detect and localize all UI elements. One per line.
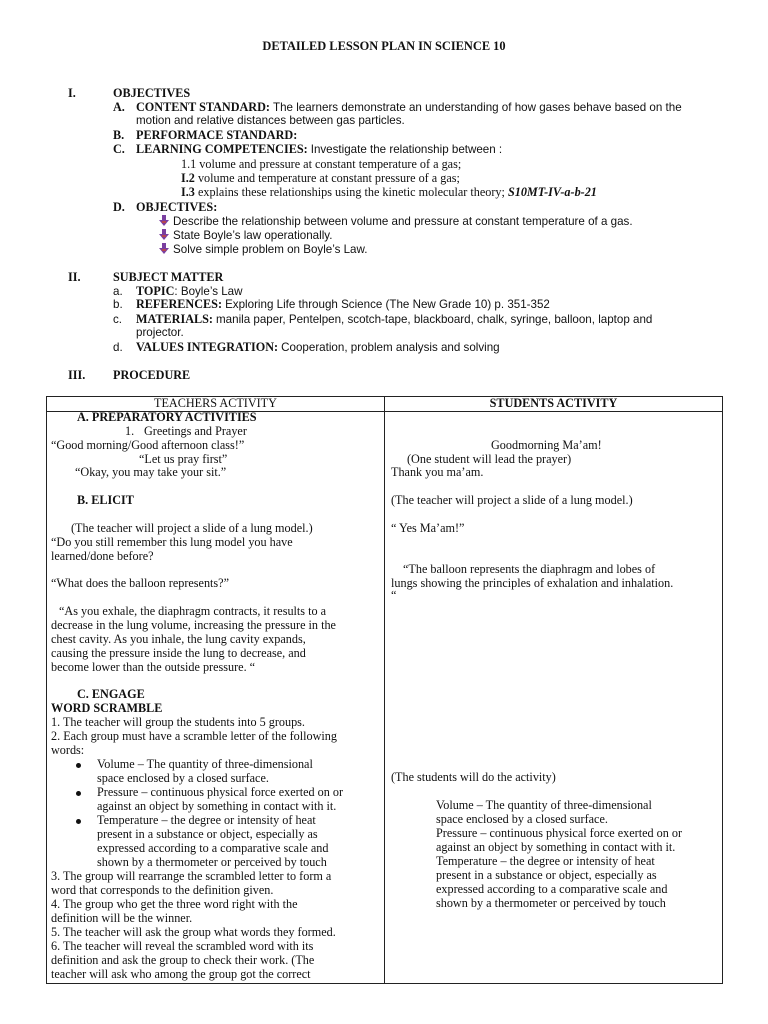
competency-item-3-num: I.3 — [181, 185, 195, 199]
students-volume-def: Volume – The quantity of three-dimensional — [436, 798, 652, 812]
students-balloon-answer: “The balloon represents the diaphragm and lobes of — [403, 562, 656, 576]
students-volume-def-cont: space enclosed by a closed surface. — [436, 812, 608, 826]
students-lung-slide: (The teacher will project a slide of a lung model.) — [391, 493, 633, 507]
greetings-and-prayer: Greetings and Prayer — [144, 424, 247, 438]
teacher-temperature-def-3: expressed according to a comparative scale and — [97, 841, 329, 855]
materials-letter: c. — [113, 313, 123, 326]
word-scramble-heading: WORD SCRAMBLE — [51, 701, 163, 715]
objectives-d-letter: D. — [113, 200, 125, 214]
column-divider — [384, 397, 385, 983]
teacher-remember: “Do you still remember this lung model you have — [51, 535, 293, 549]
teacher-remember-cont: learned/done before? — [51, 549, 154, 563]
teacher-balloon-question: “What does the balloon represents?” — [51, 576, 229, 590]
learning-competencies-letter: C. — [113, 142, 125, 156]
learning-competencies-label: LEARNING COMPETENCIES: — [136, 142, 308, 156]
students-yes: “ Yes Ma’am!” — [391, 521, 465, 535]
section-numeral-objectives: I. — [68, 86, 76, 100]
section-heading-objectives: OBJECTIVES — [113, 86, 191, 100]
step-5: 5. The teacher will ask the group what words they formed. — [51, 925, 336, 939]
objective-item-2 — [158, 229, 332, 243]
materials — [136, 313, 652, 327]
step-2-cont: words: — [51, 743, 85, 757]
teacher-exhale-4: causing the pressure inside the lung to decrease, and — [51, 646, 306, 660]
content-standard-text: The learners demonstrate an understanding of how gases behave based on the — [273, 101, 682, 114]
teacher-pray: “Let us pray first” — [139, 452, 228, 466]
bullet-icon — [76, 791, 81, 796]
materials-text: manila paper, Pentelpen, scotch-tape, blackboard, chalk, syringe, balloon, laptop and — [216, 313, 653, 326]
learning-competencies-text: Investigate the relationship between : — [310, 143, 503, 156]
teacher-volume-def-cont: space enclosed by a closed surface. — [97, 771, 269, 785]
students-temperature-def-2: present in a substance or object, especially as — [436, 868, 657, 882]
references — [136, 298, 550, 312]
teacher-good-morning: “Good morning/Good afternoon class!” — [51, 438, 245, 452]
competency-item-3 — [181, 186, 597, 200]
competency-item-2-num: I.2 — [181, 171, 195, 185]
teacher-temperature-def-4: shown by a thermometer or perceived by touch — [97, 855, 327, 869]
topic-letter: a. — [113, 285, 123, 298]
section-heading-procedure: PROCEDURE — [113, 368, 191, 382]
elicit-heading: B. ELICIT — [77, 493, 134, 507]
competency-item-3-text: explains these relationships using the kinetic molecular theory; — [197, 185, 505, 199]
students-balloon-answer-end: “ — [391, 588, 397, 602]
greetings-num: 1. — [125, 424, 135, 438]
bullet-icon — [76, 763, 81, 768]
step-4: 4. The group who get the three word right with the — [51, 897, 298, 911]
competency-code: S10MT-IV-a-b-21 — [507, 185, 597, 199]
column-header-students: STUDENTS ACTIVITY — [489, 396, 618, 410]
objective-item-2-text: State Boyle’s law operationally. — [173, 229, 333, 242]
section-heading-subject-matter: SUBJECT MATTER — [113, 270, 224, 284]
topic-label: TOPIC — [136, 284, 175, 298]
section-numeral-subject-matter: II. — [68, 270, 81, 284]
teacher-exhale-3: chest cavity. As you inhale, the lung cavity expands, — [51, 632, 306, 646]
references-letter: b. — [113, 298, 123, 311]
teacher-exhale-2: decrease in the lung volume, increasing the pressure in the — [51, 618, 336, 632]
document-title: DETAILED LESSON PLAN IN SCIENCE 10 — [262, 39, 506, 53]
objectives-d-label: OBJECTIVES: — [136, 200, 218, 214]
students-thank-you: Thank you ma’am. — [391, 465, 484, 479]
students-pressure-def: Pressure – continuous physical force exerted on or — [436, 826, 683, 840]
column-header-teacher: TEACHERS ACTIVITY — [154, 396, 277, 410]
teacher-temperature-def: Temperature – the degree or intensity of heat — [97, 813, 316, 827]
students-balloon-answer-cont: lungs showing the principles of exhalation and inhalation. — [391, 576, 674, 590]
students-do-activity: (The students will do the activity) — [391, 770, 556, 784]
teacher-temperature-def-2: present in a substance or object, especially as — [97, 827, 318, 841]
competency-item-1: 1.1 volume and pressure at constant temperature of a gas; — [181, 157, 462, 171]
performance-standard-letter: B. — [113, 128, 125, 142]
teacher-exhale-5: become lower than the outside pressure. “ — [51, 660, 256, 674]
step-6: 6. The teacher will reveal the scrambled word with its — [51, 939, 314, 953]
values-integration — [136, 341, 500, 355]
students-temperature-def-3: expressed according to a comparative scale and — [436, 882, 668, 896]
values-label: VALUES INTEGRATION: — [136, 340, 279, 354]
content-standard-text-cont: motion and relative distances between gas particles. — [136, 114, 405, 127]
section-numeral-procedure: III. — [68, 368, 86, 382]
students-pressure-def-cont: against an object by something in contact with it. — [436, 840, 676, 854]
step-2: 2. Each group must have a scramble letter of the following — [51, 729, 337, 743]
teacher-sit: “Okay, you may take your sit.” — [75, 465, 227, 479]
learning-competencies — [136, 143, 502, 157]
teacher-pressure-def-cont: against an object by something in contact with it. — [97, 799, 337, 813]
competency-item-2 — [181, 172, 460, 186]
step-3: 3. The group will rearrange the scrambled letter to form a — [51, 869, 332, 883]
step-6-cont: definition and ask the group to check their work. (The — [51, 953, 315, 967]
materials-label: MATERIALS: — [136, 312, 213, 326]
values-text: Cooperation, problem analysis and solving — [281, 341, 500, 354]
students-goodmorning: Goodmorning Ma’am! — [491, 438, 602, 452]
arrow-bullet-icon — [158, 229, 170, 240]
references-text: Exploring Life through Science (The New Grade 10) p. 351-352 — [225, 298, 550, 311]
engage-heading: C. ENGAGE — [77, 687, 145, 701]
teacher-lung-slide: (The teacher will project a slide of a lung model.) — [71, 521, 313, 535]
content-standard-label: CONTENT STANDARD: — [136, 100, 270, 114]
step-1: 1. The teacher will group the students into 5 groups. — [51, 715, 305, 729]
teacher-pressure-def: Pressure – continuous physical force exerted on or — [97, 785, 344, 799]
materials-text-cont: projector. — [136, 326, 184, 339]
topic-text: : Boyle’s Law — [174, 285, 243, 298]
procedure-table — [46, 396, 723, 984]
objective-item-3-text: Solve simple problem on Boyle’s Law. — [173, 243, 368, 256]
teacher-volume-def: Volume – The quantity of three-dimensional — [97, 757, 313, 771]
bullet-icon — [76, 819, 81, 824]
students-temperature-def: Temperature – the degree or intensity of heat — [436, 854, 655, 868]
teacher-exhale-1: “As you exhale, the diaphragm contracts, it results to a — [59, 604, 327, 618]
arrow-bullet-icon — [158, 243, 170, 254]
preparatory-activities-heading: A. PREPARATORY ACTIVITIES — [77, 410, 257, 424]
references-label: REFERENCES: — [136, 297, 223, 311]
step-6-cont-2: teacher will ask who among the group got the correct — [51, 967, 311, 981]
values-letter: d. — [113, 341, 123, 354]
objective-item-1 — [158, 215, 633, 229]
objective-item-3 — [158, 243, 367, 257]
students-temperature-def-4: shown by a thermometer or perceived by touch — [436, 896, 666, 910]
content-standard — [136, 101, 682, 115]
students-lead-prayer: (One student will lead the prayer) — [407, 452, 572, 466]
competency-item-2-text: volume and temperature at constant pressure of a gas; — [197, 171, 460, 185]
content-standard-letter: A. — [113, 100, 125, 114]
step-3-cont: word that corresponds to the definition given. — [51, 883, 274, 897]
step-4-cont: definition will be the winner. — [51, 911, 193, 925]
arrow-bullet-icon — [158, 215, 170, 226]
performance-standard-label: PERFORMACE STANDARD: — [136, 128, 298, 142]
objective-item-1-text: Describe the relationship between volume and pressure at constant temperature of a gas. — [173, 215, 633, 228]
